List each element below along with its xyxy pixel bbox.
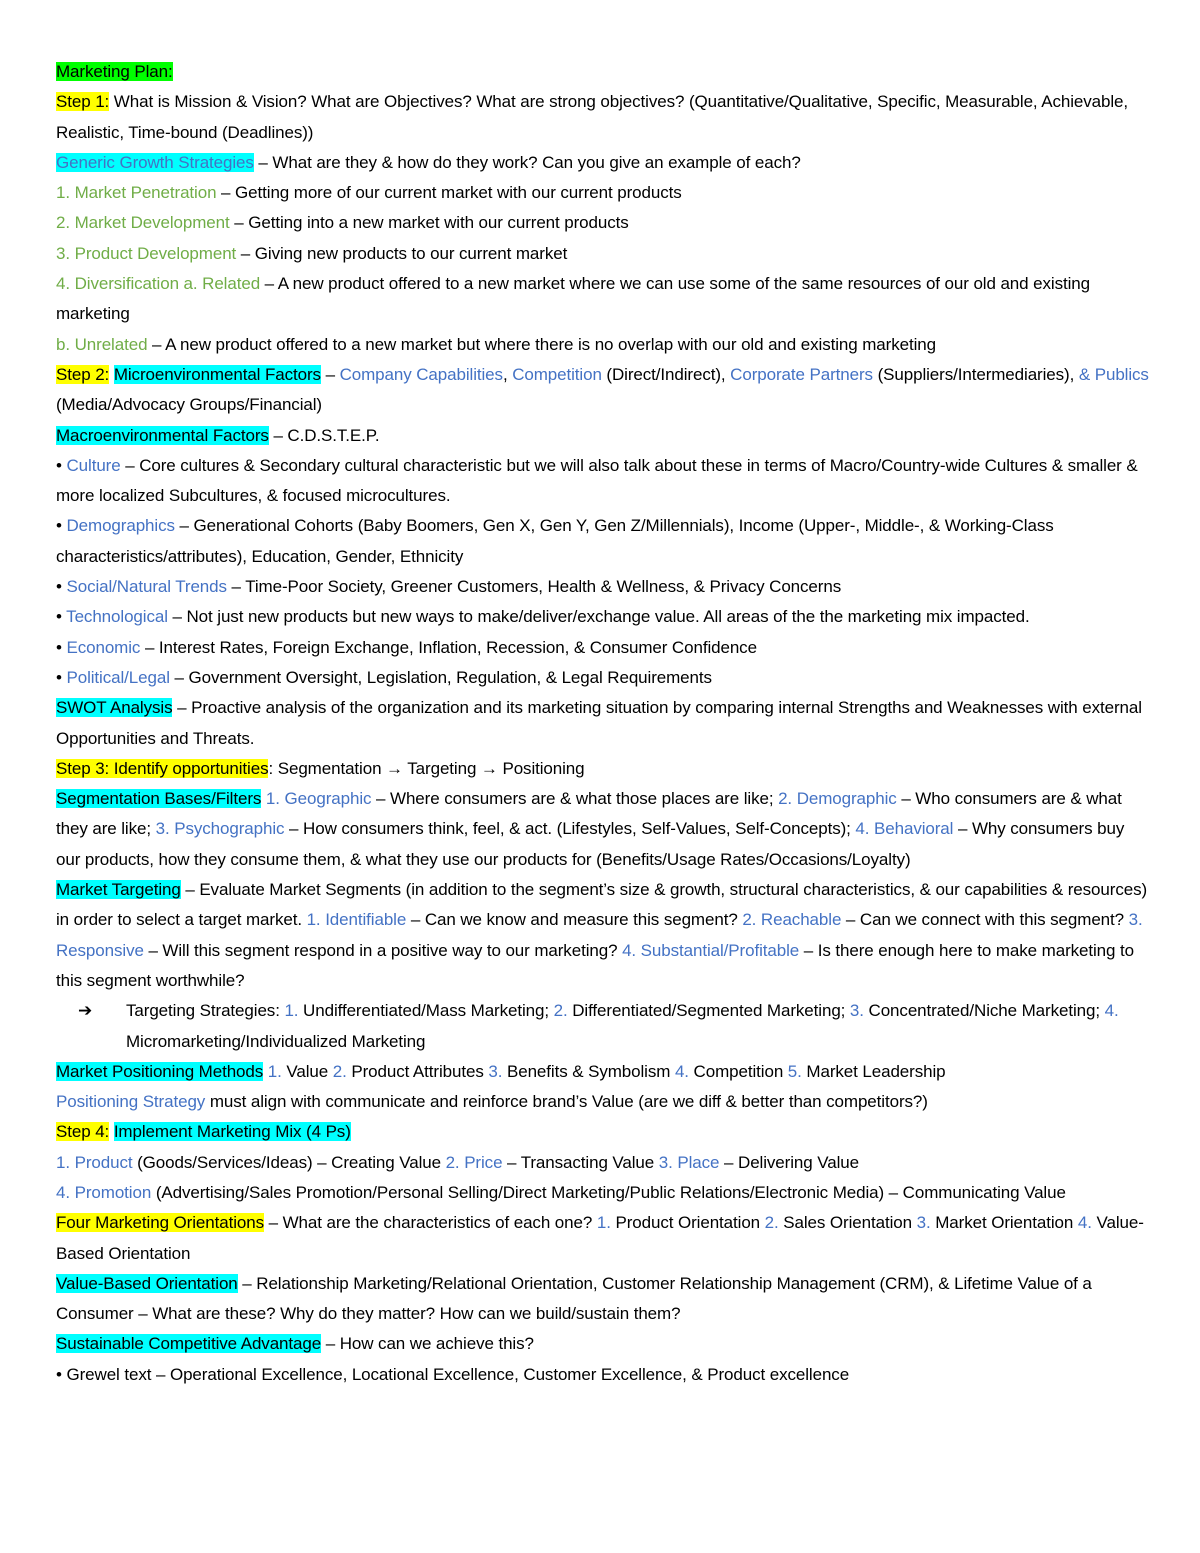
text-run: Company Capabilities bbox=[339, 364, 503, 384]
text-run: 4. bbox=[56, 274, 75, 294]
text-run: – Is there enough here to make marketing to this segment worthwhile? bbox=[56, 940, 1134, 990]
text-run: (Goods/Services/Ideas) – Creating Value bbox=[132, 1152, 446, 1172]
text-run: Benefits & Symbolism bbox=[502, 1061, 675, 1081]
text-run: – Getting into a new market with our current products bbox=[229, 213, 629, 233]
document-paragraph bbox=[56, 360, 1151, 421]
document-body bbox=[56, 57, 1151, 1390]
text-run: Concentrated/Niche Marketing; bbox=[863, 1001, 1105, 1021]
text-run: – Transacting Value bbox=[502, 1152, 659, 1172]
text-run: Corporate Partners bbox=[730, 364, 873, 384]
text-run: Positioning Strategy bbox=[56, 1092, 206, 1112]
text-run: 2. bbox=[778, 789, 797, 809]
text-run: What is Mission & Vision? What are Objectives? What are strong objectives? (Quantitative/Qualitative, Specific, Measurable, Achievable, Realistic, Time-bound (Deadlines)) bbox=[56, 92, 1129, 142]
text-run: Related bbox=[197, 274, 261, 294]
text-run: 4. bbox=[1077, 1213, 1092, 1233]
text-run: 3. bbox=[155, 819, 175, 839]
text-run: – bbox=[320, 364, 340, 384]
text-run: & Publics bbox=[1078, 364, 1149, 384]
text-run: 3. bbox=[849, 1001, 864, 1021]
text-run: 4. bbox=[622, 940, 641, 960]
text-run: (Media/Advocacy Groups/Financial) bbox=[56, 395, 322, 415]
text-run: Microenvironmental Factors bbox=[113, 364, 321, 384]
text-run: Market Orientation bbox=[930, 1213, 1078, 1233]
text-run: Psychographic bbox=[174, 819, 285, 839]
text-run: – Who consumers are & what they are like; bbox=[56, 789, 1122, 839]
text-run: 1. bbox=[267, 1061, 282, 1081]
text-run: Diversification a. bbox=[74, 274, 198, 294]
text-run: Segmentation Bases/Filters bbox=[56, 789, 262, 809]
text-run: – How can we achieve this? bbox=[321, 1334, 534, 1354]
text-run: Identifiable bbox=[325, 910, 407, 930]
text-run: • bbox=[56, 637, 67, 657]
text-run: 3. Product Development bbox=[56, 243, 237, 263]
text-run: Price bbox=[464, 1152, 503, 1172]
text-run: 3. bbox=[916, 1213, 931, 1233]
text-run: Technological bbox=[66, 607, 168, 627]
document-paragraph bbox=[56, 1178, 1151, 1208]
text-run: 3. bbox=[488, 1061, 503, 1081]
document-paragraph bbox=[56, 663, 1151, 693]
text-run: must align with communicate and reinforce brand’s Value (are we diff & better than competitors?) bbox=[205, 1092, 928, 1112]
document-paragraph bbox=[56, 996, 1151, 1057]
document-paragraph bbox=[56, 87, 1151, 148]
text-run: Sales Orientation bbox=[778, 1213, 917, 1233]
text-run: Product Orientation bbox=[610, 1213, 765, 1233]
text-run: – Can we connect with this segment? bbox=[841, 910, 1129, 930]
text-run: Market Targeting bbox=[56, 880, 181, 900]
document-paragraph bbox=[56, 633, 1151, 663]
text-run: – Will this segment respond in a positive way to our marketing? bbox=[143, 940, 623, 960]
text-run: Geographic bbox=[284, 789, 372, 809]
document-paragraph bbox=[56, 451, 1151, 512]
text-run: 2. bbox=[445, 1152, 465, 1172]
text-run: Implement Marketing Mix (4 Ps) bbox=[113, 1122, 351, 1142]
document-paragraph bbox=[56, 330, 1151, 360]
text-run: Place bbox=[677, 1152, 720, 1172]
text-run: Product bbox=[74, 1152, 133, 1172]
text-run: – Generational Cohorts (Baby Boomers, Gen X, Gen Y, Gen Z/Millennials), Income (Upper-, Middle-, & Working-Class characteristics/attributes), Education, Gender, Ethnicity bbox=[56, 516, 1054, 566]
document-paragraph bbox=[56, 602, 1151, 632]
text-run: Market Positioning Methods bbox=[56, 1061, 264, 1081]
text-run: b. bbox=[56, 334, 70, 354]
document-paragraph bbox=[56, 1117, 1151, 1147]
document-paragraph bbox=[56, 572, 1151, 602]
text-run: Step 3: Identify opportunities bbox=[56, 758, 269, 778]
text-run: Behavioral bbox=[874, 819, 954, 839]
document-paragraph bbox=[56, 269, 1151, 330]
text-run: Competition bbox=[688, 1061, 788, 1081]
text-run: – Why consumers buy our products, how they consume them, & what they use our products for (Benefits/Usage Rates/Occasions/Loyalty) bbox=[56, 819, 1125, 869]
document-paragraph bbox=[56, 148, 1151, 178]
text-run: – Evaluate Market Segments (in addition to the segment’s size & growth, structural characteristics, & our capabilities & resources) in order to select a target market. bbox=[56, 880, 1148, 930]
text-run: 2. Reachable bbox=[742, 910, 842, 930]
text-run: Value-Based Orientation bbox=[56, 1213, 1144, 1263]
text-run: • bbox=[56, 577, 67, 597]
text-run: SWOT Analysis bbox=[56, 698, 173, 718]
text-run: • bbox=[56, 667, 67, 687]
text-run: Unrelated bbox=[69, 334, 148, 354]
text-run: Generic Growth Strategies bbox=[56, 152, 254, 172]
text-run: Value-Based Orientation bbox=[56, 1273, 238, 1293]
document-paragraph bbox=[56, 1329, 1151, 1359]
text-run: Differentiated/Segmented Marketing; bbox=[567, 1001, 850, 1021]
text-run: – What are the characteristics of each one? bbox=[264, 1213, 597, 1233]
text-run: Political/Legal bbox=[66, 667, 170, 687]
text-run: , bbox=[502, 364, 513, 384]
text-run: Sustainable Competitive Advantage bbox=[56, 1334, 322, 1354]
document-paragraph bbox=[56, 784, 1151, 875]
text-run: Four Marketing Orientations bbox=[56, 1213, 264, 1233]
text-run: – Core cultures & Secondary cultural characteristic but we will also talk about these in terms of Macro/Country-wide Cultures & smaller & more localized Subcultures, & focused microcultures. bbox=[56, 455, 1138, 506]
text-run: Undifferentiated/Mass Marketing; bbox=[298, 1001, 554, 1021]
text-run: – Where consumers are & what those places are like; bbox=[371, 789, 779, 809]
text-run: 1. bbox=[596, 1213, 611, 1233]
text-run: • Grewel text – Operational Excellence, Locational Excellence, Customer Excellence, & Product excellence bbox=[56, 1364, 850, 1384]
text-run: Macroenvironmental Factors bbox=[56, 425, 269, 445]
text-run: 4. bbox=[56, 1182, 75, 1202]
text-run: – Not just new products but new ways to make/deliver/exchange value. All areas of the the marketing mix impacted. bbox=[167, 607, 1030, 627]
text-run: 1. Market Penetration bbox=[56, 183, 217, 203]
text-run: 3. Responsive bbox=[56, 910, 1143, 960]
document-paragraph bbox=[56, 511, 1151, 572]
text-run: – Government Oversight, Legislation, Regulation, & Legal Requirements bbox=[169, 667, 712, 687]
text-run: 4. bbox=[855, 819, 875, 839]
text-run: – Delivering Value bbox=[719, 1152, 859, 1172]
text-run: Demographic bbox=[796, 789, 897, 809]
document-paragraph bbox=[56, 1087, 1151, 1117]
text-run: – Interest Rates, Foreign Exchange, Inflation, Recession, & Consumer Confidence bbox=[140, 637, 757, 657]
document-paragraph bbox=[56, 693, 1151, 754]
text-run: Product Attributes bbox=[346, 1061, 489, 1081]
text-run: • bbox=[56, 455, 67, 475]
document-paragraph bbox=[56, 754, 1151, 784]
text-run: 2. bbox=[332, 1061, 347, 1081]
text-run: (Suppliers/Intermediaries), bbox=[872, 364, 1079, 384]
text-run: 5. bbox=[787, 1061, 802, 1081]
text-run: 3. bbox=[658, 1152, 678, 1172]
document-paragraph bbox=[56, 1360, 1151, 1390]
document-paragraph bbox=[56, 57, 1151, 87]
document-paragraph bbox=[56, 239, 1151, 269]
text-run: Micromarketing/Individualized Marketing bbox=[126, 1031, 426, 1051]
text-run: • bbox=[56, 607, 67, 627]
text-run: : Segmentation → Targeting → Positioning bbox=[268, 758, 585, 778]
text-run: Step 4: bbox=[56, 1122, 110, 1142]
document-paragraph bbox=[56, 1269, 1151, 1330]
text-run: – Time-Poor Society, Greener Customers, Health & Wellness, & Privacy Concerns bbox=[226, 577, 842, 597]
text-run: 1. bbox=[265, 789, 285, 809]
text-run: – Proactive analysis of the organization and its marketing situation by comparing internal Strengths and Weaknesses with external Opportunities and Threats. bbox=[56, 698, 1142, 748]
text-run: Social/Natural Trends bbox=[66, 577, 227, 597]
text-run: – Giving new products to our current market bbox=[236, 243, 568, 263]
text-run: Step 1: bbox=[56, 92, 110, 112]
document-paragraph bbox=[56, 178, 1151, 208]
text-run: (Advertising/Sales Promotion/Personal Selling/Direct Marketing/Public Relations/Electronic Media) – Communicating Value bbox=[151, 1182, 1066, 1202]
text-run: Culture bbox=[66, 455, 121, 475]
text-run: 2. Market Development bbox=[56, 213, 230, 233]
text-run: – A new product offered to a new market where we can use some of the same resources of our old and existing marketing bbox=[56, 274, 1090, 324]
text-run: – What are they & how do they work? Can you give an example of each? bbox=[253, 152, 801, 172]
document-paragraph bbox=[56, 208, 1151, 238]
text-run: Market Leadership bbox=[801, 1061, 946, 1081]
document-paragraph bbox=[56, 1148, 1151, 1178]
text-run: (Direct/Indirect), bbox=[601, 364, 731, 384]
text-run: – How consumers think, feel, & act. (Lifestyles, Self-Values, Self-Concepts); bbox=[284, 819, 856, 839]
text-run: – Can we know and measure this segment? bbox=[406, 910, 743, 930]
text-run: – A new product offered to a new market but where there is no overlap with our old and existing marketing bbox=[147, 334, 936, 354]
document-paragraph bbox=[56, 1057, 1151, 1087]
text-run: Marketing Plan: bbox=[56, 62, 173, 81]
text-run: Step 2: bbox=[56, 364, 110, 384]
text-run: 4. bbox=[674, 1061, 689, 1081]
text-run: 2. bbox=[764, 1213, 779, 1233]
text-run: 1. bbox=[306, 910, 326, 930]
text-run: Demographics bbox=[66, 516, 175, 536]
text-run: – Relationship Marketing/Relational Orientation, Customer Relationship Management (CRM), & Lifetime Value of a Consumer – What are these? Why do they matter? How can we build/sustain them? bbox=[56, 1273, 1092, 1324]
text-run: Promotion bbox=[74, 1182, 152, 1202]
arrow-bullet-icon: ➔ bbox=[78, 1001, 93, 1021]
text-run: Competition bbox=[512, 364, 602, 384]
text-run: Value bbox=[281, 1061, 333, 1081]
text-run: 1. bbox=[56, 1152, 75, 1172]
text-run: Substantial/Profitable bbox=[640, 940, 800, 960]
document-paragraph bbox=[56, 875, 1151, 996]
text-run: Targeting Strategies: bbox=[126, 1001, 280, 1021]
text-run: – C.D.S.T.E.P. bbox=[268, 425, 380, 445]
text-run: Economic bbox=[66, 637, 141, 657]
document-paragraph bbox=[56, 1208, 1151, 1269]
document-paragraph bbox=[56, 421, 1151, 451]
text-run: 1. bbox=[284, 1001, 299, 1021]
text-run: 4. bbox=[1104, 1001, 1119, 1021]
text-run: 2. bbox=[553, 1001, 568, 1021]
text-run: • bbox=[56, 516, 67, 536]
text-run: – Getting more of our current market with our current products bbox=[216, 183, 682, 203]
